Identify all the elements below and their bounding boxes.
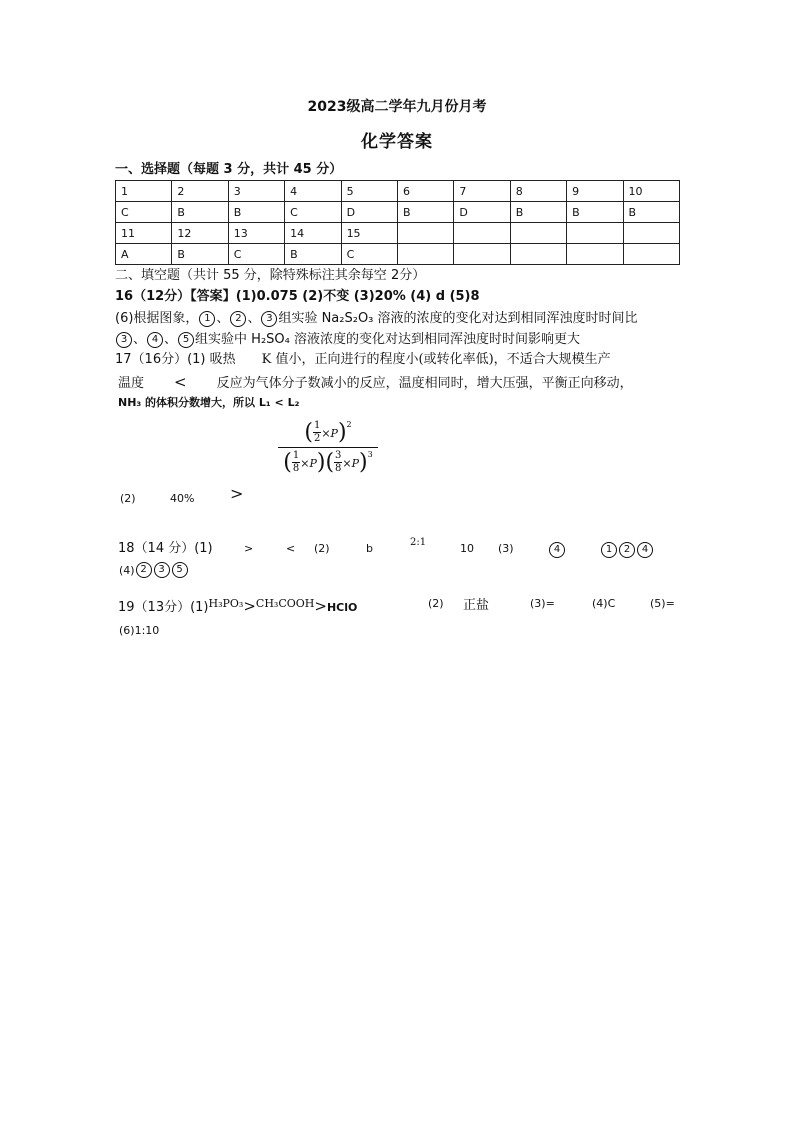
kp-den-frac1: $\frac{1}{8}$ <box>292 450 300 474</box>
circled-5: 5 <box>172 562 188 578</box>
q17-k-text: K 值小，正向进行的程度小(或转化率低)，不适合大规模生产 <box>261 352 611 367</box>
table-cell <box>397 244 453 265</box>
table-cell <box>510 244 566 265</box>
table-cell: 2 <box>172 181 228 202</box>
table-cell: 15 <box>341 223 397 244</box>
table-cell: 12 <box>172 223 228 244</box>
circled-4: 4 <box>637 542 653 558</box>
answer-table <box>115 180 680 265</box>
table-cell: C <box>341 244 397 265</box>
q19-p3: (3)= <box>530 597 555 610</box>
table-cell: D <box>454 202 510 223</box>
table-cell: 8 <box>510 181 566 202</box>
q17-pct: 40% <box>170 492 195 505</box>
circled-3: 3 <box>261 311 277 327</box>
table-row <box>116 181 680 202</box>
table-cell: B <box>623 202 679 223</box>
q16-p6-line2: 3 、 4 、 5 组实验中 H₂SO₄ 溶液浓度的变化对达到相同浑浊度时时间影响更大 <box>115 330 580 350</box>
q19-gt1: > <box>243 597 256 615</box>
q17-line2 <box>118 372 633 394</box>
q19-hclo: HClO <box>326 601 358 614</box>
kp-num-frac: $\frac{1}{2}$ <box>313 420 321 444</box>
q17-line1 <box>115 350 611 370</box>
q19-zhengyan: 正盐 <box>463 598 490 613</box>
table-cell: B <box>285 244 341 265</box>
table-cell: 6 <box>397 181 453 202</box>
q16-line <box>115 287 480 307</box>
table-cell: 14 <box>285 223 341 244</box>
q16-label: 16（12分）【答案】 <box>115 289 236 304</box>
table-cell: C <box>228 244 284 265</box>
circled-2: 2 <box>136 562 152 578</box>
table-cell: 4 <box>285 181 341 202</box>
q16-p6-a: (6)根据图象， <box>115 311 199 326</box>
circled-3: 3 <box>116 332 132 348</box>
q18-p4: (4) <box>119 564 135 577</box>
table-cell: B <box>172 244 228 265</box>
q17-reason-b: NH₃ 的体积分数增大，所以 L₁ < L₂ <box>118 396 300 409</box>
q16-p6-line1: (6)根据图象， 1 、 2 、 3 组实验 Na₂S₂O₃ 溶液的浓度的变化对达到相同浑浊度时时间比 <box>115 311 638 326</box>
q18-lt: < <box>286 542 296 555</box>
table-cell <box>567 223 623 244</box>
q18-b: b <box>366 542 373 555</box>
q19-gt2: > <box>314 597 327 615</box>
q19-h3po3: H₃PO₃ <box>208 597 244 610</box>
table-cell <box>397 223 453 244</box>
circled-2: 2 <box>619 542 635 558</box>
q19-p2: (2) <box>428 597 444 610</box>
kp-expression <box>278 420 378 475</box>
table-cell <box>623 244 679 265</box>
table-cell: B <box>172 202 228 223</box>
section1-heading: 一、选择题（每题 3 分，共计 45 分） <box>115 162 343 177</box>
table-cell <box>567 244 623 265</box>
table-row <box>116 244 680 265</box>
q17-p1: (1) 吸热 <box>187 352 236 367</box>
table-cell: 10 <box>623 181 679 202</box>
table-cell: B <box>228 202 284 223</box>
table-cell: D <box>341 202 397 223</box>
q16-p6-b: 组实验 Na₂S₂O₃ 溶液的浓度的变化对达到相同浑浊度时时间比 <box>278 311 638 326</box>
circled-4: 4 <box>147 332 163 348</box>
q17-p2: (2) <box>120 492 136 505</box>
q19-p6: (6)1:10 <box>119 624 160 637</box>
q18-p3-answer <box>548 539 566 558</box>
q18-p3-answer2 <box>600 539 654 558</box>
circled-2: 2 <box>230 311 246 327</box>
q18-ten: 10 <box>460 542 474 555</box>
q18-p2: (2) <box>314 542 330 555</box>
table-cell: 13 <box>228 223 284 244</box>
table-cell <box>623 223 679 244</box>
q17-reason-a: 反应为气体分子数减小的反应，温度相同时，增大压强，平衡正向移动， <box>216 376 633 391</box>
circled-4: 4 <box>549 542 565 558</box>
q18-gt: > <box>244 542 254 555</box>
circled-1: 1 <box>601 542 617 558</box>
table-cell <box>454 223 510 244</box>
subject-title: 化学答案 <box>361 132 433 152</box>
kp-denominator: ( $\frac{1}{8}$ ×P)( $\frac{3}{8}$ ×P)$^3$ <box>283 450 373 475</box>
circled-1: 1 <box>199 311 215 327</box>
table-row <box>116 223 680 244</box>
table-cell: A <box>116 244 172 265</box>
kp-numerator: ( $\frac{1}{2}$ ×P)$^2$ <box>278 420 378 448</box>
circled-3: 3 <box>154 562 170 578</box>
q17-lt: < <box>174 373 187 391</box>
table-cell: C <box>285 202 341 223</box>
q18-p4-line <box>119 559 189 578</box>
q16-p6-c: 组实验中 H₂SO₄ 溶液浓度的变化对达到相同浑浊度时时间影响更大 <box>195 332 580 347</box>
q18-p3: (3) <box>498 542 514 555</box>
table-row <box>116 202 680 223</box>
table-cell: 1 <box>116 181 172 202</box>
q18-label: 18（14 分）(1) <box>118 541 213 556</box>
q19-p4: (4)C <box>592 597 616 610</box>
table-cell: 9 <box>567 181 623 202</box>
q17-temp: 温度 <box>118 376 145 391</box>
q19-line <box>118 594 357 618</box>
q18-ratio: 2:1 <box>410 537 427 548</box>
q19-p5: (5)= <box>650 597 675 610</box>
table-cell: B <box>567 202 623 223</box>
section2-heading: 二、填空题（共计 55 分，除特殊标注其余每空 2分） <box>115 268 426 283</box>
exam-title: 2023级高二学年九月份月考 <box>307 99 487 115</box>
table-cell: 3 <box>228 181 284 202</box>
q19-ch3cooh: CH₃COOH <box>255 597 315 610</box>
table-cell: B <box>397 202 453 223</box>
q19-label: 19（13分）(1) <box>118 600 209 615</box>
q17-label: 17（16分） <box>115 352 188 367</box>
kp-den-frac2: $\frac{3}{8}$ <box>335 450 342 474</box>
table-cell: C <box>116 202 172 223</box>
table-cell: B <box>510 202 566 223</box>
table-cell: 7 <box>454 181 510 202</box>
table-cell: 5 <box>341 181 397 202</box>
table-cell: 11 <box>116 223 172 244</box>
table-cell <box>454 244 510 265</box>
q16-answers: (1)0.075 (2)不变 (3)20% (4) d (5)8 <box>235 289 480 304</box>
circled-5: 5 <box>178 332 194 348</box>
table-cell <box>510 223 566 244</box>
q17-gt: > <box>230 484 244 503</box>
